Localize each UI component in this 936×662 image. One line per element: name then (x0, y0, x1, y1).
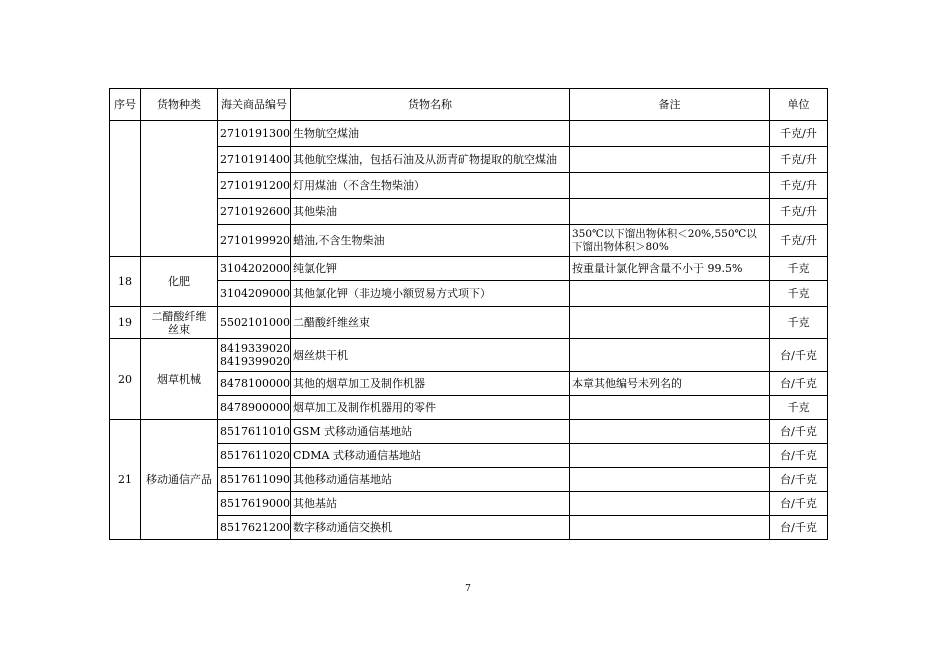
unit-cell: 千克/升 (770, 225, 828, 257)
name-cell: 蜡油,不含生物柴油 (291, 225, 570, 257)
unit-cell: 千克 (770, 281, 828, 307)
name-cell: 其他航空煤油，包括石油及从沥青矿物提取的航空煤油 (291, 147, 570, 173)
hs-code-line: 8419339020 (220, 342, 290, 355)
table-row (110, 225, 828, 257)
table-row (110, 281, 828, 307)
name-cell: 其他移动通信基地站 (291, 468, 570, 492)
name-cell: 其他的烟草加工及制作机器 (291, 372, 570, 396)
hs-code-cell: 8517619000 (218, 492, 291, 516)
header-row (110, 89, 828, 121)
name-cell: 其他基站 (291, 492, 570, 516)
hs-code-cell: 3104209000 (218, 281, 291, 307)
table-row (110, 468, 828, 492)
name-cell: CDMA 式移动通信基地站 (291, 444, 570, 468)
remark-cell: 按重量计氯化钾含量不小于 99.5% (570, 257, 770, 281)
remark-cell: 本章其他编号未列名的 (570, 372, 770, 396)
unit-cell: 千克 (770, 396, 828, 420)
hs-code-cell: 2710191300 (218, 121, 291, 147)
unit-cell: 千克/升 (770, 121, 828, 147)
goods-table (109, 88, 828, 540)
seq-cell: 20 (110, 339, 141, 420)
name-cell: 二醋酸纤维丝束 (291, 307, 570, 339)
unit-cell: 台/千克 (770, 516, 828, 540)
hs-code-cell: 2710192600 (218, 199, 291, 225)
unit-cell: 千克/升 (770, 199, 828, 225)
remark-cell (570, 173, 770, 199)
remark-cell (570, 281, 770, 307)
name-cell: 烟草加工及制作机器用的零件 (291, 396, 570, 420)
unit-cell: 台/千克 (770, 420, 828, 444)
header-seq: 序号 (110, 89, 141, 121)
name-cell: 生物航空煤油 (291, 121, 570, 147)
hs-code-line: 8419399020 (220, 355, 290, 368)
table-row (110, 339, 828, 372)
remark-cell (570, 199, 770, 225)
unit-cell: 台/千克 (770, 372, 828, 396)
remark-cell (570, 147, 770, 173)
hs-code-cell: 2710199920 (218, 225, 291, 257)
hs-code-cell: 8517611010 (218, 420, 291, 444)
unit-cell: 台/千克 (770, 444, 828, 468)
table-row (110, 173, 828, 199)
unit-cell: 千克 (770, 257, 828, 281)
name-cell: 数字移动通信交换机 (291, 516, 570, 540)
table-row (110, 516, 828, 540)
header-unit: 单位 (770, 89, 828, 121)
category-cell: 化肥 (141, 257, 218, 307)
unit-cell: 台/千克 (770, 468, 828, 492)
remark-cell (570, 516, 770, 540)
header-hs-code: 海关商品编号 (218, 89, 291, 121)
seq-cell: 18 (110, 257, 141, 307)
name-cell: 纯氯化钾 (291, 257, 570, 281)
table-row (110, 199, 828, 225)
remark-cell (570, 307, 770, 339)
remark-cell (570, 420, 770, 444)
hs-code-cell: 5502101000 (218, 307, 291, 339)
table-row (110, 492, 828, 516)
category-cell (141, 121, 218, 257)
header-name: 货物名称 (291, 89, 570, 121)
hs-code-cell: 3104202000 (218, 257, 291, 281)
seq-cell: 19 (110, 307, 141, 339)
hs-code-cell: 8478900000 (218, 396, 291, 420)
remark-cell (570, 339, 770, 372)
remark-cell (570, 492, 770, 516)
category-cell: 二醋酸纤维丝束 (141, 307, 218, 339)
name-cell: 其他氯化钾（非边境小额贸易方式项下） (291, 281, 570, 307)
table-row (110, 444, 828, 468)
hs-code-cell: 2710191400 (218, 147, 291, 173)
hs-code-cell: 2710191200 (218, 173, 291, 199)
hs-code-cell: 8517611020 (218, 444, 291, 468)
seq-cell: 21 (110, 420, 141, 540)
unit-cell: 千克/升 (770, 173, 828, 199)
table-row (110, 396, 828, 420)
name-cell: GSM 式移动通信基地站 (291, 420, 570, 444)
unit-cell: 千克/升 (770, 147, 828, 173)
table-row (110, 372, 828, 396)
header-category: 货物种类 (141, 89, 218, 121)
name-cell: 灯用煤油（不含生物柴油） (291, 173, 570, 199)
table-row (110, 307, 828, 339)
table-row (110, 257, 828, 281)
header-remark: 备注 (570, 89, 770, 121)
unit-cell: 台/千克 (770, 492, 828, 516)
category-cell: 移动通信产品 (141, 420, 218, 540)
remark-cell: 350℃以下馏出物体积＜20%,550℃以下馏出物体积＞80% (570, 225, 770, 257)
hs-code-cell: 8517611090 (218, 468, 291, 492)
page-number: 7 (465, 584, 471, 594)
hs-code-cell (218, 339, 291, 372)
name-cell: 烟丝烘干机 (291, 339, 570, 372)
remark-cell (570, 121, 770, 147)
unit-cell: 台/千克 (770, 339, 828, 372)
table-row (110, 420, 828, 444)
remark-cell (570, 396, 770, 420)
hs-code-cell: 8478100000 (218, 372, 291, 396)
hs-code-cell: 8517621200 (218, 516, 291, 540)
name-cell: 其他柴油 (291, 199, 570, 225)
remark-cell (570, 444, 770, 468)
category-cell: 烟草机械 (141, 339, 218, 420)
table-row (110, 121, 828, 147)
seq-cell (110, 121, 141, 257)
table-row (110, 147, 828, 173)
remark-cell (570, 468, 770, 492)
unit-cell: 千克 (770, 307, 828, 339)
